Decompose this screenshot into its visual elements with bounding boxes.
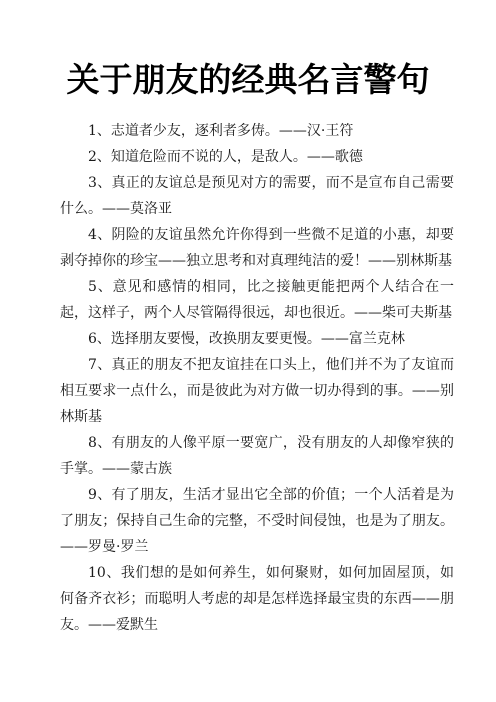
quote-2: 2、知道危险而不说的人，是敌人。——歌德 bbox=[88, 149, 363, 165]
page-title: 关于朋友的经典名言警句 bbox=[66, 60, 430, 99]
quote-10: 10、我们想的是如何养生，如何聚财，如何加固屋顶，如何备齐衣衫；而聪明人考虑的却是怎样选择最宝贵的东西——朋友。——爱默生 bbox=[60, 565, 454, 633]
quote-5: 5、意见和感情的相同，比之接触更能把两个人结合在一起，这样子，两个人尽管隔得很远，却也很近。——柴可夫斯基 bbox=[60, 279, 454, 321]
quote-7: 7、真正的朋友不把友谊挂在口头上，他们并不为了友谊而相互要求一点什么，而是彼此为对方做一切办得到的事。——别林斯基 bbox=[60, 357, 454, 425]
quote-list bbox=[60, 118, 454, 638]
quote-3: 3、真正的友谊总是预见对方的需要，而不是宣布自己需要什么。——莫洛亚 bbox=[60, 175, 454, 217]
quote-9: 9、有了朋友，生活才显出它全部的价值；一个人活着是为了朋友；保持自己生命的完整，不受时间侵蚀，也是为了朋友。——罗曼·罗兰 bbox=[60, 487, 454, 555]
quote-1: 1、志道者少友，逐利者多俦。——汉·王符 bbox=[88, 123, 354, 139]
quote-6: 6、选择朋友要慢，改换朋友要更慢。——富兰克林 bbox=[88, 331, 405, 347]
quote-8: 8、有朋友的人像平原一要宽广，没有朋友的人却像窄狭的手掌。——蒙古族 bbox=[60, 435, 454, 477]
quote-4: 4、阴险的友谊虽然允许你得到一些微不足道的小惠，却要剥夺掉你的珍宝——独立思考和对真理纯洁的爱！——别林斯基 bbox=[60, 227, 454, 269]
